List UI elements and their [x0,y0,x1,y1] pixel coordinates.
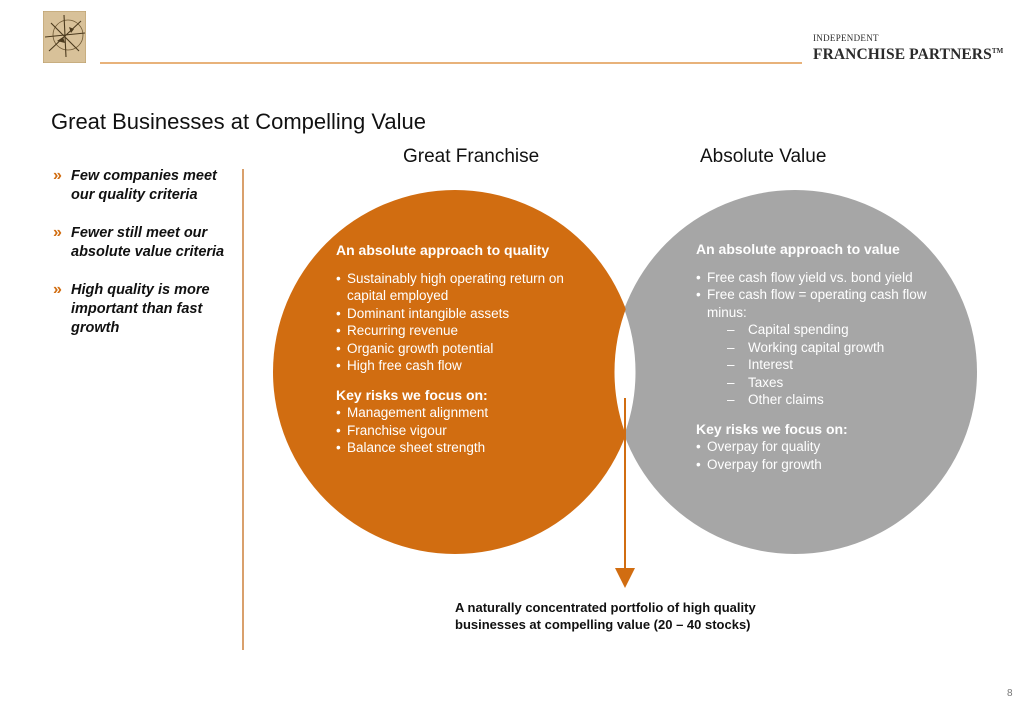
list-item: • Management alignment [336,404,576,422]
value-risks-list [696,438,956,473]
value-criteria-list [696,269,956,409]
sub-list-item: – Other claims [696,391,956,409]
list-item: • Overpay for quality [696,438,956,456]
list-item: • Sustainably high operating return on capital employed [336,270,576,305]
great-franchise-label: Great Franchise [403,146,540,167]
trademark-mark: TM [991,47,1004,55]
quality-criteria-list [336,270,576,375]
conclusion-line: A naturally concentrated portfolio of high quality [455,600,756,615]
list-item: • Franchise vigour [336,422,576,440]
list-item: • Balance sheet strength [336,439,576,457]
sub-list-item: – Interest [696,356,956,374]
conclusion-line: businesses at compelling value (20 – 40 stocks) [455,617,751,632]
sub-list-item: – Taxes [696,374,956,392]
key-point-text: Few companies meet our quality criteria [71,168,217,203]
page-number: 8 [1007,688,1013,699]
chevron-icon: » [53,167,62,184]
list-item: • Dominant intangible assets [336,305,576,323]
value-heading: An absolute approach to value [696,241,900,257]
key-point-text: High quality is more important than fast growth [71,282,210,336]
brand-small-text: INDEPENDENT [813,33,879,43]
value-risks-heading: Key risks we focus on: [696,420,848,437]
key-point-text: Fewer still meet our absolute value criteria [71,225,225,260]
list-item: • Free cash flow = operating cash flow minus: [696,286,956,321]
value-circle-text [696,241,956,473]
brand-name: FRANCHISE PARTNERS [813,46,992,63]
page-title: Great Businesses at Compelling Value [51,109,427,134]
list-item: • Organic growth potential [336,340,576,358]
chevron-icon: » [53,224,62,241]
sub-list-item: – Capital spending [696,321,956,339]
chevron-icon: » [53,281,62,298]
quality-risks-list [336,404,576,457]
franchise-circle-text [336,242,576,457]
quality-risks-heading: Key risks we focus on: [336,386,488,403]
list-item: • Overpay for growth [696,456,956,474]
absolute-value-label: Absolute Value [700,146,827,167]
list-item: • Recurring revenue [336,322,576,340]
sub-list-item: – Working capital growth [696,339,956,357]
list-item: • Free cash flow yield vs. bond yield [696,269,956,287]
quality-heading: An absolute approach to quality [336,242,550,258]
conclusion-text [455,599,756,633]
list-item: • High free cash flow [336,357,576,375]
